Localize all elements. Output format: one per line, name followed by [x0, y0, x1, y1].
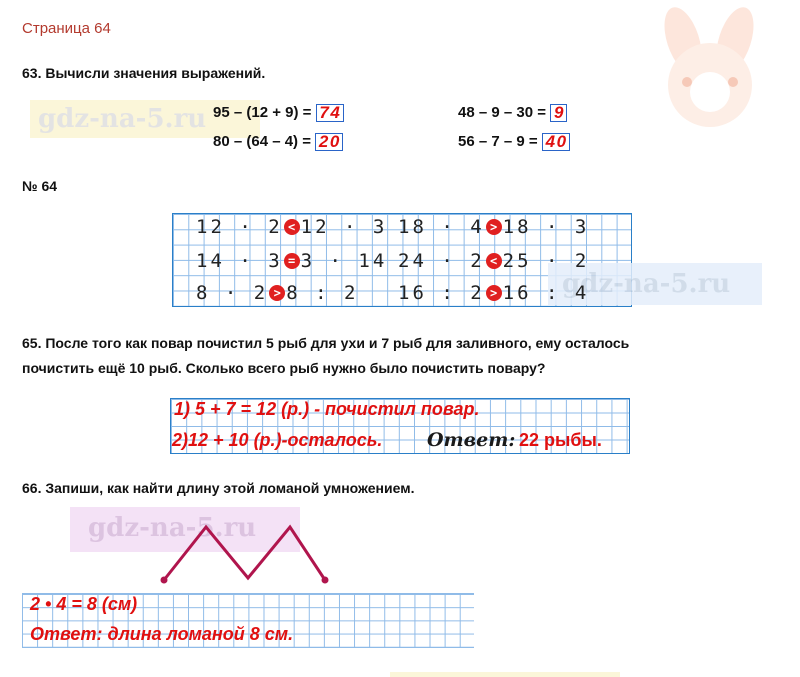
task63-heading: 63. Вычисли значения выражений.: [22, 65, 266, 81]
solution-line: 2)12 + 10 (р.)-осталось.: [172, 430, 383, 450]
comparison-left: 8 · 2 > 8 : 2: [196, 282, 359, 304]
broken-line-figure: [150, 515, 340, 590]
comparison-sign: <: [486, 253, 502, 269]
watermark-band: gdz-na-5.ru: [70, 507, 300, 552]
solution-line: 1) 5 + 7 = 12 (р.) - почистил повар.: [174, 399, 480, 419]
comparison-sign: >: [486, 285, 502, 301]
expression: [213, 104, 344, 122]
answer-box: 40: [542, 133, 570, 151]
comparison-right: 16 : 2 > 16 : 4: [398, 282, 590, 304]
final-answer: 22 рыбы.: [519, 430, 602, 450]
expression: [458, 133, 570, 151]
comparison-left: 12 · 2 < 12 · 3: [196, 216, 388, 238]
answer-box: 20: [315, 133, 343, 151]
watermark-band: [390, 672, 620, 677]
expression-text: 80 – (64 – 4) =: [213, 133, 311, 150]
task64-heading: № 64: [22, 178, 58, 194]
expression: [213, 133, 343, 151]
answer-box: 74: [316, 104, 344, 122]
page-title: Страница 64: [22, 20, 111, 37]
comparison-sign: =: [284, 253, 300, 269]
comparison-sign: >: [486, 219, 502, 235]
comparison-right: 24 · 2 < 25 · 2: [398, 250, 590, 272]
expression: [458, 104, 567, 122]
task65-text: 65. После того как повар почистил 5 рыб для ухи и 7 рыб для заливного, ему осталось почистить ещё 10 рыб. Сколько всего рыб нужно было почистить повару?: [22, 335, 630, 376]
comparison-right: 18 · 4 > 18 · 3: [398, 216, 590, 238]
comparison-left: 14 · 3 = 3 · 14: [196, 250, 388, 272]
expression-text: 95 – (12 + 9) =: [213, 104, 312, 121]
bunny-logo-icon: [655, 0, 765, 130]
expression-text: 56 – 7 – 9 =: [458, 133, 538, 150]
watermark: gdz-na-5.ru: [38, 104, 207, 134]
solution-line: 2 • 4 = 8 (см): [30, 594, 138, 614]
answer-box: 9: [550, 104, 567, 122]
comparison-sign: <: [284, 219, 300, 235]
watermark-band: gdz-na-5.ru: [548, 263, 762, 305]
solution-line: Ответ: длина ломаной 8 см.: [30, 624, 294, 644]
comparison-sign: >: [269, 285, 285, 301]
answer-label: Ответ:: [427, 429, 516, 451]
task66-heading: 66. Запиши, как найти длину этой ломаной умножением.: [22, 480, 415, 496]
expression-text: 48 – 9 – 30 =: [458, 104, 546, 121]
